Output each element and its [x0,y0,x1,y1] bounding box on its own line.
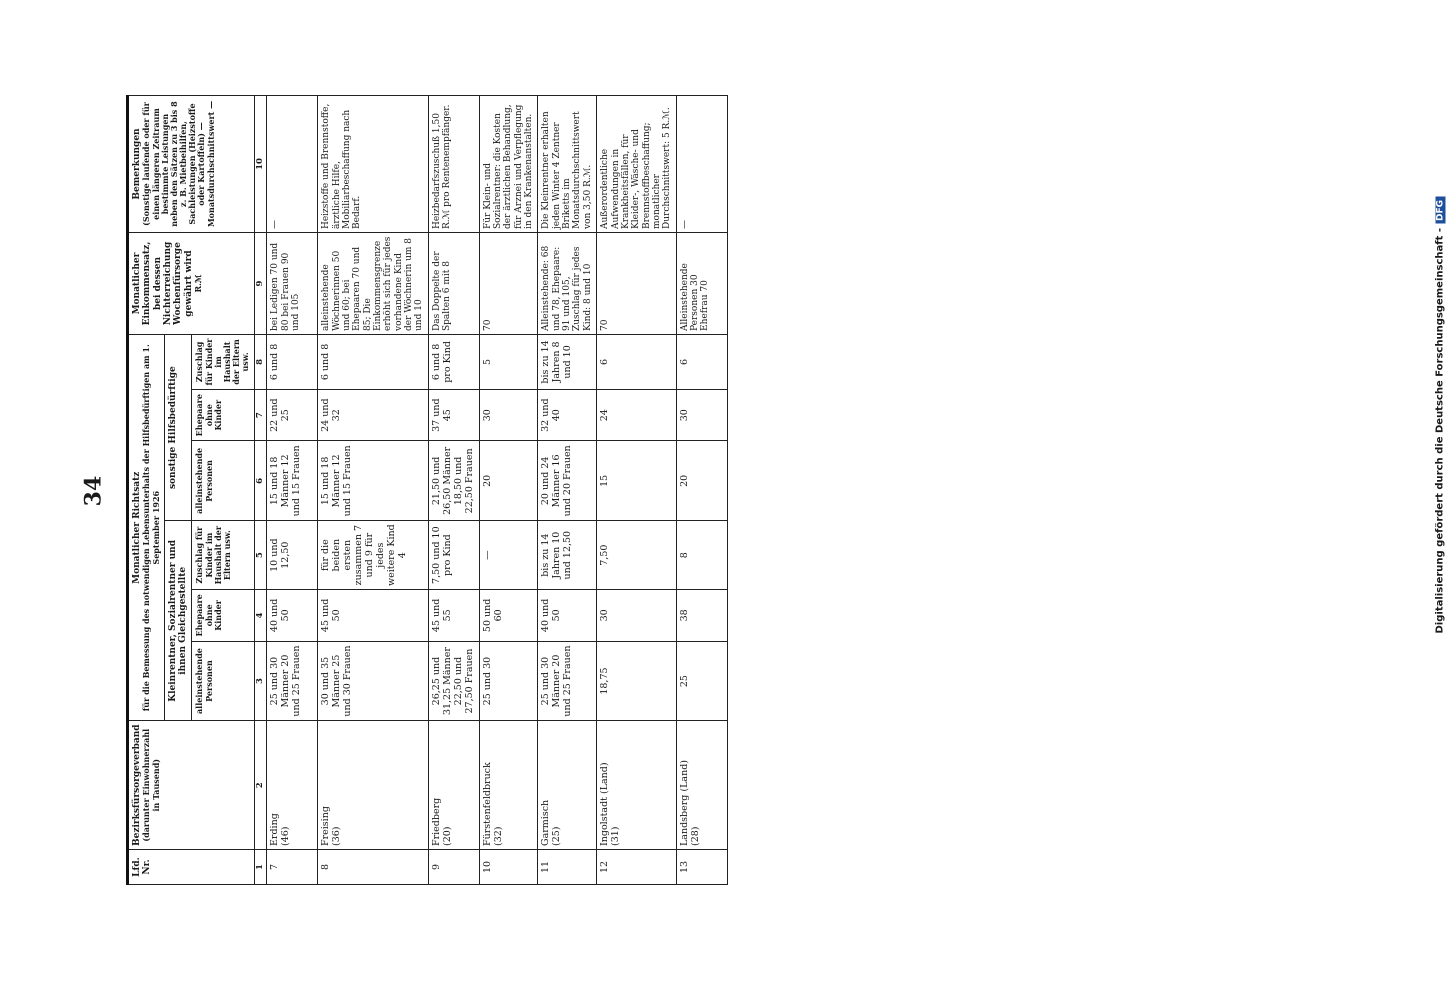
cell-nr: 11 [538,850,597,885]
col-lfd-nr: Lfd. Nr. [128,850,255,885]
cell-c5: — [479,521,538,590]
einkommensatz-label: Monatlicher Einkommensatz, bei dessen Nichterreichung Wochenfürsorge gewährt wird [132,241,194,326]
verband-population: (31) [610,826,622,846]
verband-subtitle: (darunter Einwohnerzahl in Tausend) [141,728,161,842]
table-row [538,96,597,885]
bemerkungen-subtitle: (Sonstige laufende oder für einen längeren Zeitraum bestimmte Leistungen neben den Sätzen zu 3 bis 8 z. B. Mietbeihilfen, Sachleistungen (Heizstoffe oder Kartoffeln) — Monatsdurchschnittswert — [141,100,216,228]
col-einkommensatz [128,233,255,335]
table-row [597,96,676,885]
cell-c9: bei Ledigen 70 und 80 bei Frauen 90 und 105 [267,233,318,335]
col-number: 1 [254,850,267,885]
table-row [318,96,428,885]
cell-c3: 25 [676,641,727,721]
cell-c7: 32 und 40 [538,389,597,441]
cell-c9: 70 [479,233,538,335]
verband-name: Erding [269,813,281,846]
cell-c6: 21,50 und 26,50 Männer 18,50 und 22,50 Frauen [428,441,479,521]
cell-c3: 25 und 30 [479,641,538,721]
table-row [676,96,727,885]
cell-c9: Alleinstehende: 68 und 78, Ehepaare: 91 und 105, Zuschlag für jedes Kind: 8 und 10 [538,233,597,335]
cell-c3: 25 und 30 Männer 20 und 25 Frauen [538,641,597,721]
cell-verband [676,721,727,850]
cell-c7: 37 und 45 [428,389,479,441]
cell-c7: 22 und 25 [267,389,318,441]
cell-c3: 18,75 [597,641,676,721]
cell-c10: Heizstoffe und Brennstoffe, ärztliche Hilfe, Mobiliarbeschaffung nach Bedarf. [318,96,428,233]
group-sonstige: sonstige Hilfsbedürftige [164,335,192,521]
cell-c4: 45 und 55 [428,590,479,642]
cell-c4: 40 und 50 [538,590,597,642]
col-number: 7 [254,389,267,441]
cell-c7: 30 [676,389,727,441]
col-richtsatz [128,335,165,721]
cell-c8: 6 [597,335,676,390]
cell-c7: 24 [597,389,676,441]
verband-name: Ingolstadt (Land) [599,762,611,846]
cell-nr: 8 [318,850,428,885]
cell-c10: Außerordentliche Aufwendungen in Krankheitsfällen, für Kleider-, Wäsche- und Brennstoffbeschaffung; monatlicher Durchschnittswert: 5 R.ℳ. [597,96,676,233]
cell-c8: 6 und 8 pro Kind [428,335,479,390]
unit-label: R.ℳ [193,274,204,293]
cell-c5: 8 [676,521,727,590]
cell-c9: alleinstehende Wöchnerinnen 50 und 60; bei Ehepaaren 70 und 85; Die Einkommensgrenze erhöht sich für jedes vorhandene Kind der Wöchnerin um 8 und 10 [318,233,428,335]
cell-c10: Für Klein- und Sozialrentner: die Kosten der ärztlichen Behandlung, für Arznei und Verpflegung in den Krankenanstalten. [479,96,538,233]
cell-c6: 15 [597,441,676,521]
cell-c7: 24 und 32 [318,389,428,441]
table-container [126,95,1276,885]
cell-verband [479,721,538,850]
richtsatz-table [126,95,728,885]
rotated-table-wrapper [126,95,1276,885]
cell-c6: 15 und 18 Männer 12 und 15 Frauen [318,441,428,521]
cell-c3: 26,25 und 31,25 Männer 22,50 und 27,50 Frauen [428,641,479,721]
cell-c8: bis zu 14 Jahren 8 und 10 [538,335,597,390]
cell-verband [538,721,597,850]
sub-zuschlag-2: Zuschlag für Kinder im Haushalt der Eltern usw. [192,335,254,390]
cell-verband [428,721,479,850]
verband-name: Garmisch [540,799,552,846]
cell-c3: 30 und 35 Männer 25 und 30 Frauen [318,641,428,721]
cell-c6: 15 und 18 Männer 12 und 15 Frauen [267,441,318,521]
col-verband [128,721,255,850]
cell-c8: 6 und 8 [318,335,428,390]
cell-c4: 45 und 50 [318,590,428,642]
cell-verband [267,721,318,850]
verband-name: Fürstenfeldbruck [481,762,493,846]
col-number: 2 [254,721,267,850]
cell-nr: 12 [597,850,676,885]
cell-c5: 7,50 [597,521,676,590]
verband-title: Bezirksfürsorgeverband [132,724,142,846]
cell-c10: — [676,96,727,233]
cell-c4: 30 [597,590,676,642]
verband-name: Friedberg [430,797,442,846]
cell-nr: 10 [479,850,538,885]
cell-nr: 13 [676,850,727,885]
col-number: 9 [254,233,267,335]
verband-population: (25) [551,826,563,846]
col-bemerkungen [128,96,255,233]
col-number: 10 [254,96,267,233]
verband-population: (36) [331,826,343,846]
cell-verband [597,721,676,850]
group-kleinrentner: Kleinrentner, Sozialrentner und ihnen Gleichgestellte [164,521,192,721]
cell-c5: für die beiden ersten zusammen 7 und 9 für jedes weitere Kind 4 [318,521,428,590]
table-row [267,96,318,885]
page-number: 34 [80,475,107,507]
verband-population: (46) [280,826,292,846]
cell-c5: bis zu 14 Jahren 10 und 12,50 [538,521,597,590]
cell-c5: 10 und 12,50 [267,521,318,590]
richtsatz-subtitle: für die Bemessung des notwendigen Lebensunterhalts der Hilfsbedürftigen am 1. September 1926 [141,344,161,712]
cell-c8: 6 [676,335,727,390]
cell-c3: 25 und 30 Männer 20 und 25 Frauen [267,641,318,721]
cell-c4: 50 und 60 [479,590,538,642]
table-row [479,96,538,885]
verband-population: (32) [492,826,504,846]
verband-population: (20) [441,826,453,846]
sub-alleinstehende-2: alleinstehende Personen [192,441,254,521]
col-number: 5 [254,521,267,590]
table-row [428,96,479,885]
credit-text: Digitalisierung gefördert durch die Deutsche Forschungsgemeinschaft - [1434,227,1446,634]
sub-alleinstehende-1: alleinstehende Personen [192,641,254,721]
cell-c9: Das Doppelte der Spalten 6 mit 8 [428,233,479,335]
cell-c6: 20 [479,441,538,521]
cell-c6: 20 [676,441,727,521]
cell-c8: 5 [479,335,538,390]
verband-population: (28) [689,826,701,846]
verband-name: Freising [320,806,332,846]
cell-c7: 30 [479,389,538,441]
col-number: 6 [254,441,267,521]
dfg-logo: DFG [1436,197,1446,224]
cell-c6: 20 und 24 Männer 16 und 20 Frauen [538,441,597,521]
cell-c5: 7,50 und 10 pro Kind [428,521,479,590]
sub-zuschlag-1: Zuschlag für Kinder im Haushalt der Eltern usw. [192,521,254,590]
credit-line [1434,199,1446,634]
cell-c9: Alleinstehende Personen 30 Ehefrau 70 [676,233,727,335]
table-body [267,96,727,885]
cell-c8: 6 und 8 [267,335,318,390]
cell-c10: Heizbedarfszuschuß 1,50 R.ℳ pro Rentenempfänger. [428,96,479,233]
cell-verband [318,721,428,850]
verband-name: Landsberg (Land) [678,760,690,846]
cell-c10: Die Kleinrentner erhalten jeden Winter 4 Zentner Briketts im Monatsdurchschnittswert von 3,50 R.ℳ. [538,96,597,233]
richtsatz-title: Monatlicher Richtsatz [132,471,142,584]
col-number: 8 [254,335,267,390]
cell-c4: 38 [676,590,727,642]
sub-ehepaare-1: Ehepaare ohne Kinder [192,590,254,642]
cell-c9: 70 [597,233,676,335]
cell-nr: 7 [267,850,318,885]
cell-nr: 9 [428,850,479,885]
cell-c4: 40 und 50 [267,590,318,642]
col-number: 3 [254,641,267,721]
col-number: 4 [254,590,267,642]
bemerkungen-title: Bemerkungen [132,128,142,200]
sub-ehepaare-2: Ehepaare ohne Kinder [192,389,254,441]
cell-c10: — [267,96,318,233]
